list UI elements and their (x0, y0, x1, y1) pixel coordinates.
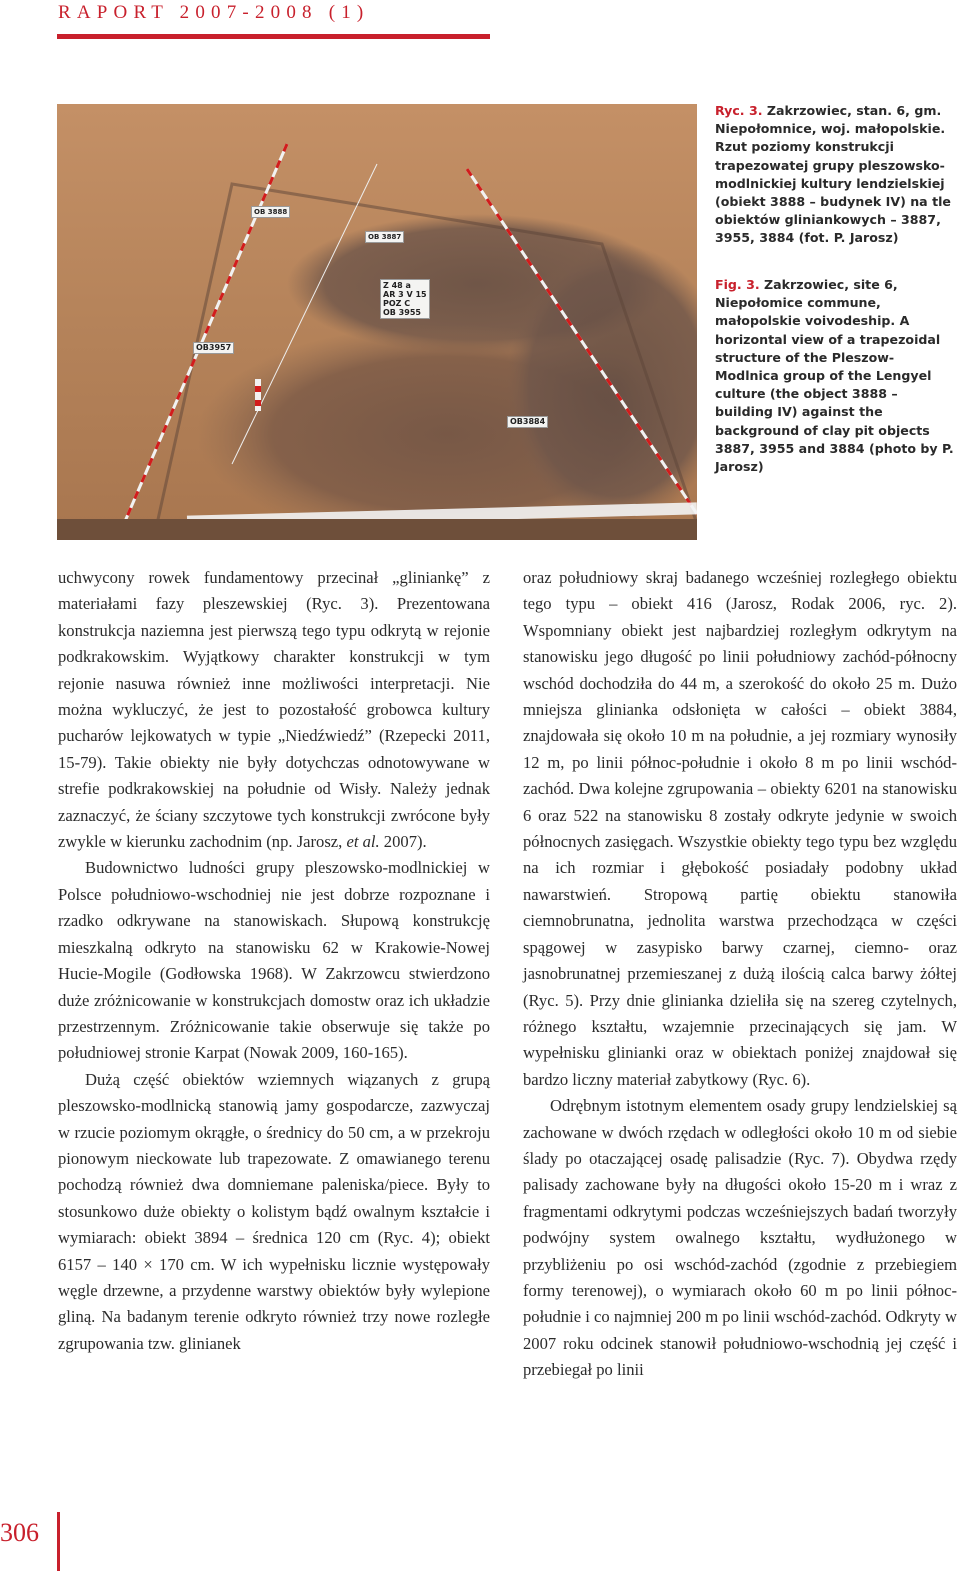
label-card-ob-3955 (380, 279, 430, 319)
paragraph: Odrębnym istotnym elementem osady grupy lendzielskiej są zachowane w dwóch rzędach w odległości około 10 m od siebie ślady po otaczającej osadę palisadzie (Ryc. 7). Obydwa rzędy palisady zachowane były na długości około 15-20 m i wraz z fragmentami odkrytymi podczas wcześniejszych badań tworzyły podwójny system owalnego kształtu, wydłużonego w przybliżeniu po osi wschód-zachód (zgodnie z przebiegiem formy terenowej), o wymiarach około 60 m po linii północ-południe i co najmniej 200 m po linii wschód-zachód. Odkryty w 2007 roku odcinek stanowił południowo-wschodnią jej część i przebiegał po linii (523, 1096, 957, 1380)
excavation-photo-drawing (57, 104, 697, 540)
figure-caption-english (715, 276, 955, 476)
excavation-photo (57, 104, 697, 540)
tag-ob3957: OB3957 (193, 342, 234, 354)
card-line: Z 48 a (383, 281, 411, 290)
paragraph: Budownictwo ludności grupy pleszowsko-modlnickiej w Polsce południowo-wschodniej nie jest dobrze rozpoznane i rzadko odkrywane na stanowiskach. Słupową konstrukcję mieszkalną odkryto na stanowisku 62 w Krakowie-Nowej Hucie-Mogile (Godłowska 1968). W Zakrzowcu stwierdzono duże zróżnicowanie w konstrukcjach domostw oraz ich układzie przestrzennym. Zróżnicowanie takie obserwuje się także po południowej stronie Karpat (Nowak 2009, 160-165). (58, 858, 490, 1063)
folio-rule (57, 1512, 60, 1571)
paragraph-italic: et al. (346, 832, 380, 852)
running-header: RAPORT 2007-2008 (1) (58, 2, 370, 23)
caption-text: Zakrzowiec, site 6, Niepołomice commune, małopolskie voivodeship. A horizontal view of a trapezoidal structure of the Pleszow-Modlnica group of the Lengyel culture (the object 3888 – building IV) against the background of clay pit objects 3887, 3955 and 3884 (photo by P. Jarosz) (715, 277, 954, 475)
text-column-right (523, 565, 957, 1384)
figure-caption-polish (715, 102, 955, 248)
card-line: OB 3955 (383, 308, 421, 317)
figure-label: Fig. 3. (715, 277, 760, 292)
page-number: 306 (0, 1518, 39, 1547)
figure-label: Ryc. 3. (715, 103, 763, 118)
paragraph: Dużą część obiektów wziemnych wiązanych z grupą pleszowsko-modlnicką stanowią jamy gospodarcze, zazwyczaj w rzucie poziomym okrągłe, o średnicy do 50 cm, a w przekroju pionowym nieckowate lub trapezowate. Z omawianego terenu pochodzą również dwa domniemane paleniska/piece. Były to stosunkowo duże obiekty o kolistym bądź owalnym kształcie i wymiarach: obiekt 3894 – średnica 120 cm (Ryc. 4); obiekt 6157 – 140 × 170 cm. W ich wypełnisku licznie występowały węgle drzewne, a przydenne warstwy obiektów były wylepione gliną. Na badanym terenie odkryto również trzy nowe rozległe zgrupowania tzw. glinianek (58, 1069, 490, 1353)
paragraph: oraz południowy skraj badanego wcześniej rozległego obiektu tego typu – obiekt 416 (Jarosz, Rodak 2006, ryc. 2). Wspomniany obiekt jest najbardziej rozległym odkrytym na stanowisku jego długość po linii południowy zachód-północny wschód dochodziła do 44 m, a szerokość do około 25 m. Dużo mniejsza glinianka odsłonięta w całości – obiekt 3884, znajdowała się około 10 m na południe, a jej rozmiary wynosiły 12 m, po linii północ-południe i około 8 m po linii wschód-zachód. Dwa kolejne zgrupowania – obiekty 6201 na stanowisku 6 oraz 522 na stanowisku 8 zostały odkryte jedynie w swoich północnych zasięgach. Wszystkie obiekty tego typu bez względu na ich rozmiar i głębokość posiadały podobny układ nawarstwień. Stropową partię obiektu stanowiła ciemnobrunatna, jednolita warstwa przechodząca w części spągowej w zasypisko barwy czarnej, ciemno- oraz jasnobrunatnej przemieszanej z dużą ilością calca barwy żółtej (Ryc. 5). Przy dnie glinianka dzieliła się na szereg czytelnych, różnego kształtu, wzajemnie przecinających się jam. W wypełnisku glinianki oraz w obiektach poniżej znajdował się bardzo liczny materiał zabytkowy (Ryc. 6). (523, 568, 957, 1089)
paragraph-text: uchwycony rowek fundamentowy przecinał „gliniankę” z materiałami fazy pleszewskiej (Ryc. 3). Prezentowana konstrukcja naziemna jest pierwszą tego typu odkrytą w rejonie podkrakowskim. Wyjątkowy charakter konstrukcji w tym rejonie nasuwa również inne możliwości interpretacji. Nie można wykluczyć, że jest to pozostałość grobowca kultury pucharów lejkowatych w typie „Niedźwiedź” (Rzepecki 2011, 15-79). Takie obiekty nie były dotychczas odnotowywane w strefie podkrakowskiej na południe od Wisły. Należy jednak zaznaczyć, że ściany szczytowe tych konstrukcji zwrócone były zwykle w kierunku zachodnim (np. Jarosz, (58, 568, 490, 852)
header-rule (57, 34, 490, 39)
caption-text: Zakrzowiec, stan. 6, gm. Niepołomnice, woj. małopolskie. Rzut poziomy konstrukcji trapezowatej grupy pleszowsko-modlnickiej kultury lendzielskiej (obiekt 3888 – budynek IV) na tle obiektów gliniankowych – 3887, 3955, 3884 (fot. P. Jarosz) (715, 103, 951, 246)
card-line: AR 3 V 15 (383, 290, 427, 299)
tag-ob-3888: OB 3888 (251, 206, 290, 218)
text-column-left (58, 565, 490, 1357)
tag-ob-3887: OB 3887 (365, 231, 404, 243)
paragraph (58, 565, 490, 855)
paragraph-text: 2007). (379, 832, 427, 852)
card-line: POZ C (383, 299, 411, 308)
tag-ob3884: OB3884 (507, 416, 548, 428)
